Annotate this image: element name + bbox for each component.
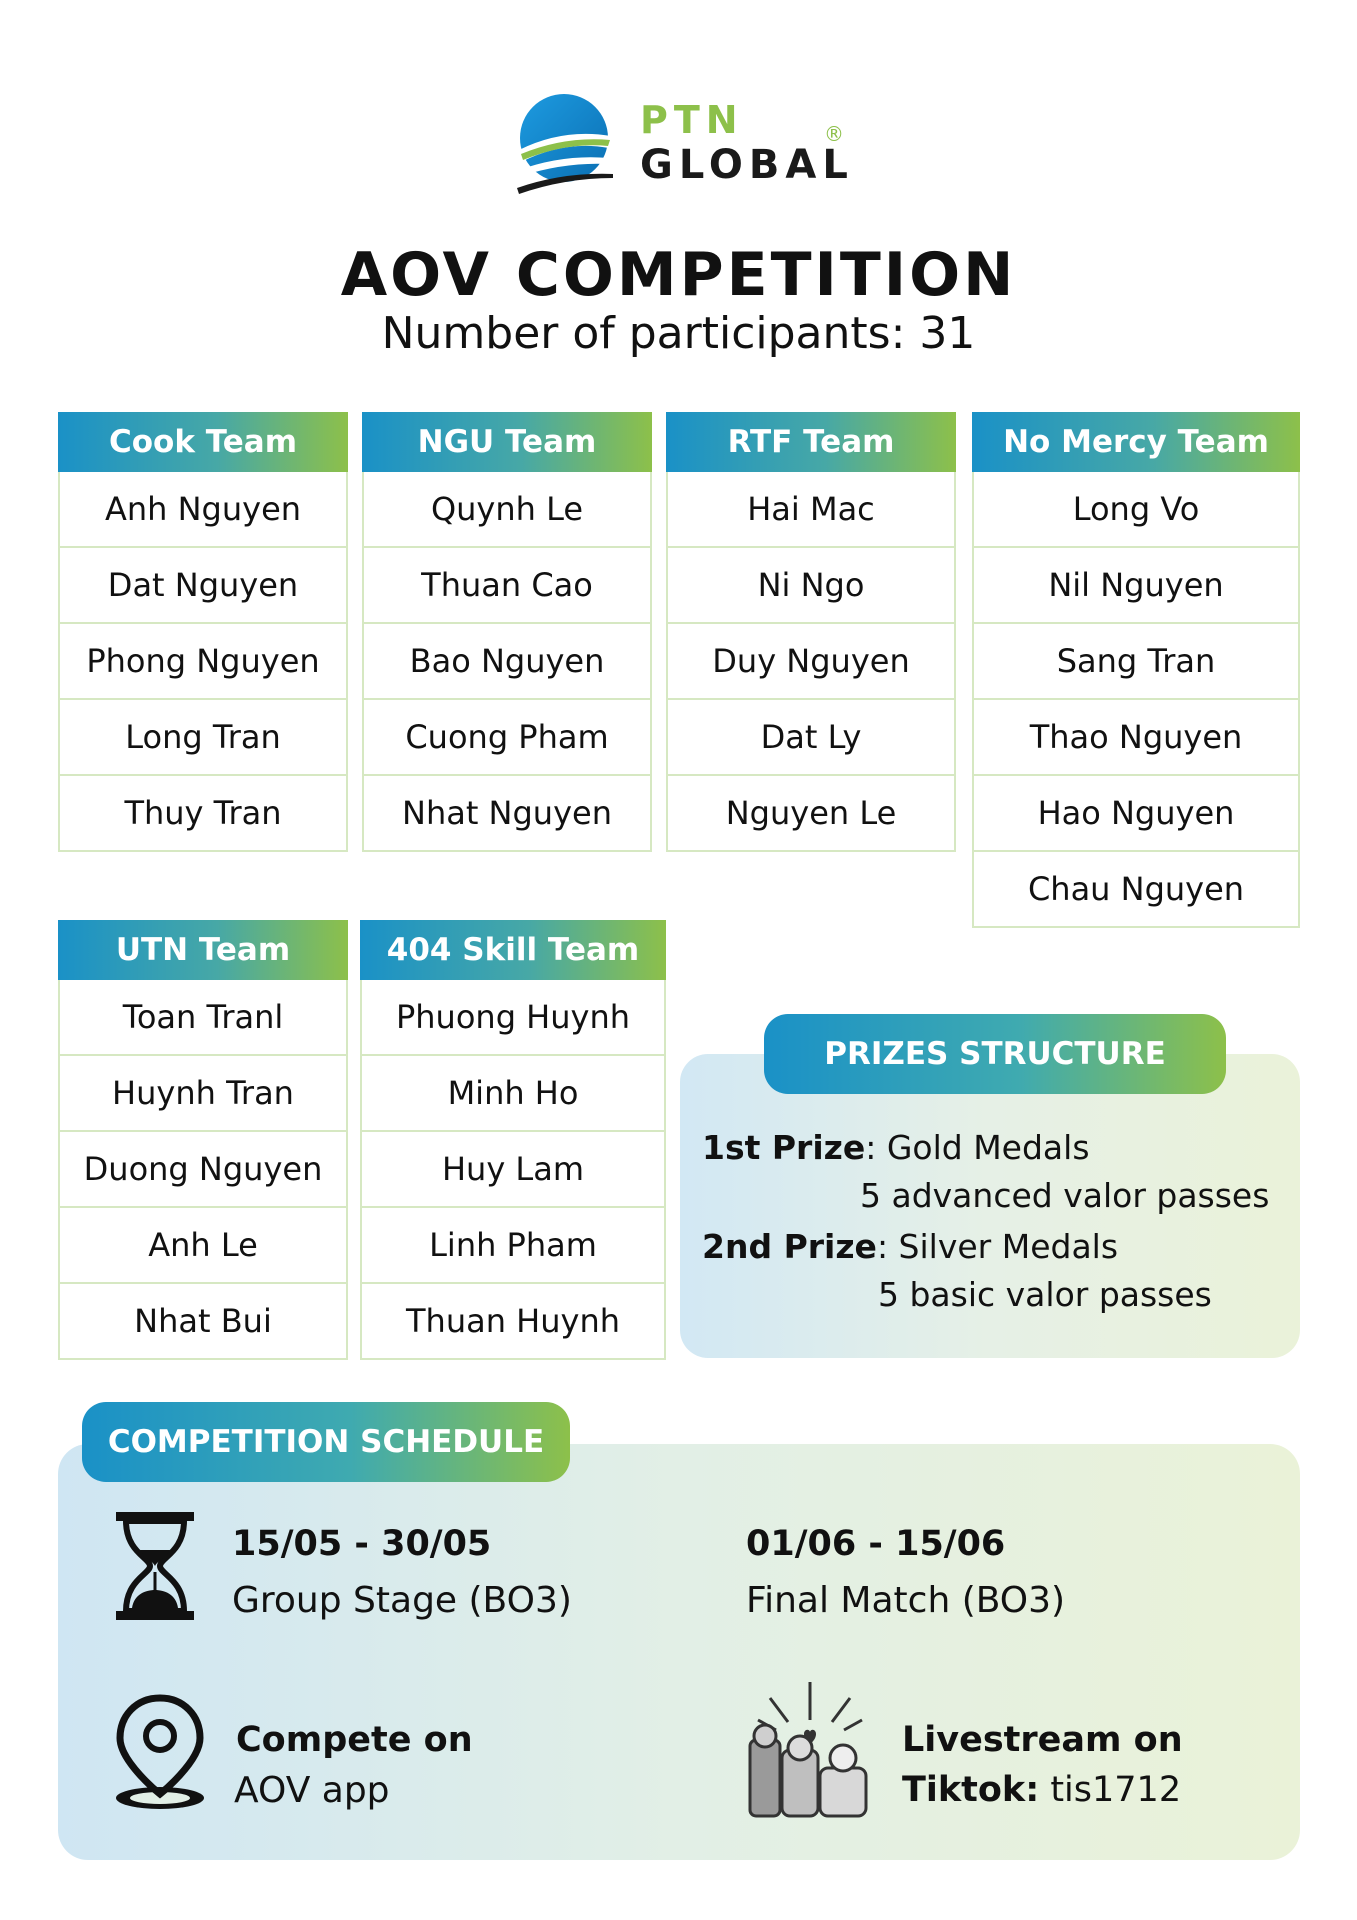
final-match-dates: 01/06 - 15/06 <box>746 1524 1006 1564</box>
first-prize-medal: : Gold Medals <box>865 1128 1090 1167</box>
team-member: Chau Nguyen <box>974 850 1298 926</box>
brand-global: GLOBAL <box>640 142 854 188</box>
location-pin-icon <box>112 1694 208 1812</box>
second-prize-line <box>702 1227 1118 1266</box>
second-prize-medal: : Silver Medals <box>876 1227 1119 1266</box>
team-404-skill <box>360 920 666 1360</box>
team-no-mercy <box>972 412 1300 928</box>
team-member: Anh Le <box>60 1206 346 1282</box>
team-member: Minh Ho <box>362 1054 664 1130</box>
team-member: Nil Nguyen <box>974 546 1298 622</box>
team-member: Toan Tranl <box>122 998 284 1036</box>
ptn-globe-logo <box>513 92 615 200</box>
stream-platform: Tiktok: <box>902 1770 1040 1810</box>
team-member: Ni Ngo <box>668 546 954 622</box>
team-ngu <box>362 412 652 852</box>
team-member: Thuan Cao <box>364 546 650 622</box>
group-stage-label: Group Stage (BO3) <box>232 1580 572 1621</box>
participants-count: Number of participants: 31 <box>381 308 976 359</box>
team-member: Thuy Tran <box>60 774 346 850</box>
team-member: Nhat Nguyen <box>364 774 650 850</box>
first-prize-passes: 5 advanced valor passes <box>860 1176 1270 1215</box>
team-member: Quynh Le <box>430 490 584 528</box>
team-member: Hao Nguyen <box>974 774 1298 850</box>
second-prize-passes: 5 basic valor passes <box>878 1275 1212 1314</box>
team-member: Duong Nguyen <box>60 1130 346 1206</box>
team-member: Thuan Huynh <box>362 1282 664 1358</box>
prizes-title: PRIZES STRUCTURE <box>764 1014 1226 1094</box>
team-header: UTN Team <box>58 920 348 980</box>
team-member: Nguyen Le <box>668 774 954 850</box>
first-prize-label: 1st Prize <box>702 1128 866 1167</box>
venue-value: AOV app <box>234 1770 390 1811</box>
team-member: Thao Nguyen <box>974 698 1298 774</box>
team-member: Long Tran <box>60 698 346 774</box>
team-member: Cuong Pham <box>364 698 650 774</box>
team-member: Huy Lam <box>362 1130 664 1206</box>
page-title: AOV COMPETITION <box>340 240 1017 310</box>
team-header: RTF Team <box>666 412 956 472</box>
team-member: Long Vo <box>1072 490 1200 528</box>
livestream-audience-icon <box>744 1678 874 1818</box>
team-header: No Mercy Team <box>972 412 1300 472</box>
venue-heading: Compete on <box>236 1720 473 1760</box>
brand-ptn: PTN <box>640 98 744 142</box>
team-utn <box>58 920 348 1360</box>
stream-heading: Livestream on <box>902 1720 1183 1760</box>
hourglass-icon <box>112 1510 198 1622</box>
registered-mark: ® <box>824 122 844 146</box>
team-member: Dat Ly <box>668 698 954 774</box>
team-header: NGU Team <box>362 412 652 472</box>
team-cook <box>58 412 348 852</box>
stream-line <box>902 1770 1181 1810</box>
team-rtf <box>666 412 956 852</box>
team-member: Huynh Tran <box>60 1054 346 1130</box>
team-member: Sang Tran <box>974 622 1298 698</box>
team-member: Bao Nguyen <box>364 622 650 698</box>
team-member: Hai Mac <box>747 490 875 528</box>
first-prize-line <box>702 1128 1090 1167</box>
final-match-label: Final Match (BO3) <box>746 1580 1066 1621</box>
team-header: 404 Skill Team <box>360 920 666 980</box>
team-member: Dat Nguyen <box>60 546 346 622</box>
team-member: Duy Nguyen <box>668 622 954 698</box>
stream-handle: tis1712 <box>1039 1770 1182 1810</box>
schedule-title: COMPETITION SCHEDULE <box>82 1402 570 1482</box>
group-stage-dates: 15/05 - 30/05 <box>232 1524 492 1564</box>
team-member: Nhat Bui <box>60 1282 346 1358</box>
team-member: Linh Pham <box>362 1206 664 1282</box>
team-member: Phuong Huynh <box>395 998 631 1036</box>
team-member: Phong Nguyen <box>60 622 346 698</box>
team-header: Cook Team <box>58 412 348 472</box>
team-member: Anh Nguyen <box>104 490 302 528</box>
second-prize-label: 2nd Prize <box>702 1227 877 1266</box>
